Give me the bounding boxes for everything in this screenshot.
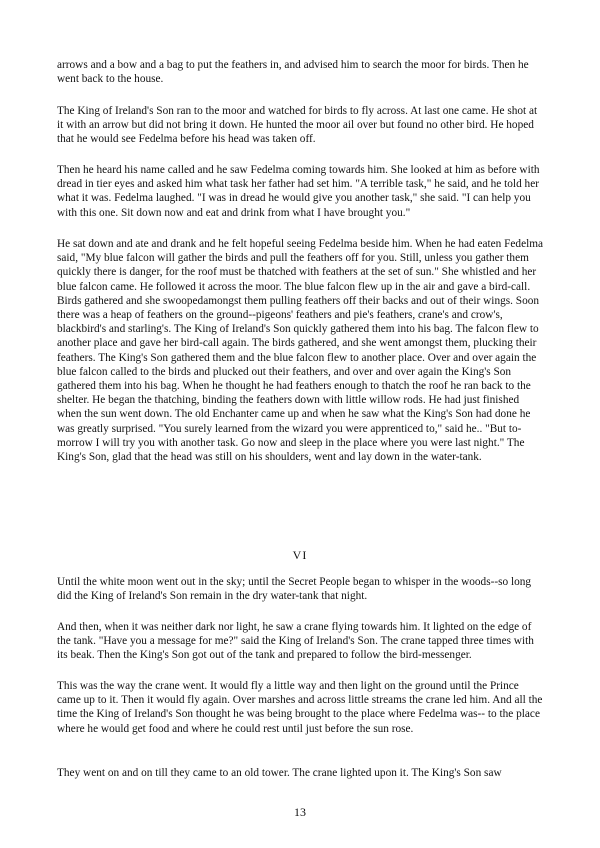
paragraph-crane-leads: This was the way the crane went. It would fly a little way and then light on the ground until the Prince came up to it. Then it would fly again. Over marshes and across little streams the crane led him. And all the time the King of Ireland's Son thought he was being brought to the place where Fedelma was-- to the place where he would get food and where he could rest until just before the sun rose. [57,680,543,735]
paragraph-bow-and-arrows: arrows and a bow and a bag to put the feathers in, and advised him to search the moor for birds. Then he went back to the house. [57,59,529,86]
page-number: 13 [294,805,306,819]
chapter-heading: VI [292,548,308,562]
paragraph-hunting-the-moor: The King of Ireland's Son ran to the moor and watched for birds to fly across. At last one came. He shot at it with an arrow but did not bring it down. He hunted the moor ail over but found no other bird. He hoped that he would see Fedelma before his head was taken off. [57,105,538,146]
paragraph-crane-message: And then, when it was neither dark nor light, he saw a crane flying towards him. It lighted on the edge of the tank. "Have you a message for me?" said the King of Ireland's Son. The crane tapped three times with its beak. Then the King's Son got out of the tank and prepared to follow the bird-messenger. [57,621,534,662]
paragraph-old-tower: They went on and on till they came to an old tower. The crane lighted upon it. The King's Son saw [57,767,502,779]
paragraph-fedelma-arrives: Then he heard his name called and he saw Fedelma coming towards him. She looked at him as before with dread in tier eyes and asked him what task her father had set him. "A terrible task," he said, and he told her what it was. Fedelma laughed. "I was in dread he would give you another task," she said. "I can help you with this one. Sit down now and eat and drink from what I have brought you." [57,164,540,219]
paragraph-white-moon: Until the white moon went out in the sky; until the Secret People began to whisper in the woods--so long did the King of Ireland's Son remain in the dry water-tank that night. [57,576,532,603]
paragraph-blue-falcon: He sat down and ate and drank and he felt hopeful seeing Fedelma beside him. When he had eaten Fedelma said, "My blue falcon will gather the birds and pull the feathers off for you. Still, unless you gather them quickly there is danger, for the roof must be thatched with feathers at the set of sun." She whistled and her blue falcon came. He followed it across the moor. The blue falcon flew up in the air and gave a bird-call. Birds gathered and she swoopedamongst them pulling feathers off their backs and out of their wings. Soon there was a heap of feathers on the ground--pigeons' feathers and pie's feathers, crane's and crow's, blackbird's and starling's. The King of Ireland's Son quickly gathered them into his bag. The falcon flew to another place and gave her bird-call again. The birds gathered, and she went amongst them, plucking their feathers. The King's Son gathered them and the blue falcon flew to another place. Over and over again the blue falcon called to the birds and plucked out their feathers, and over and over again the King's Son gathered them into his bag. When he thought he had feathers enough to thatch the roof he ran back to the shelter. He began the thatching, binding the feathers down with little willow rods. He had just finished when the sun went down. The old Enchanter came up and when he saw what the King's Son had done he was greatly surprised. "You surely learned from the wizard you were apprenticed to," said he.. "But to-morrow I will try you with another task. Go now and sleep in the place where you were last night." The King's Son, glad that the head was still on his shoulders, went and lay down in the water-tank. [57,238,544,464]
